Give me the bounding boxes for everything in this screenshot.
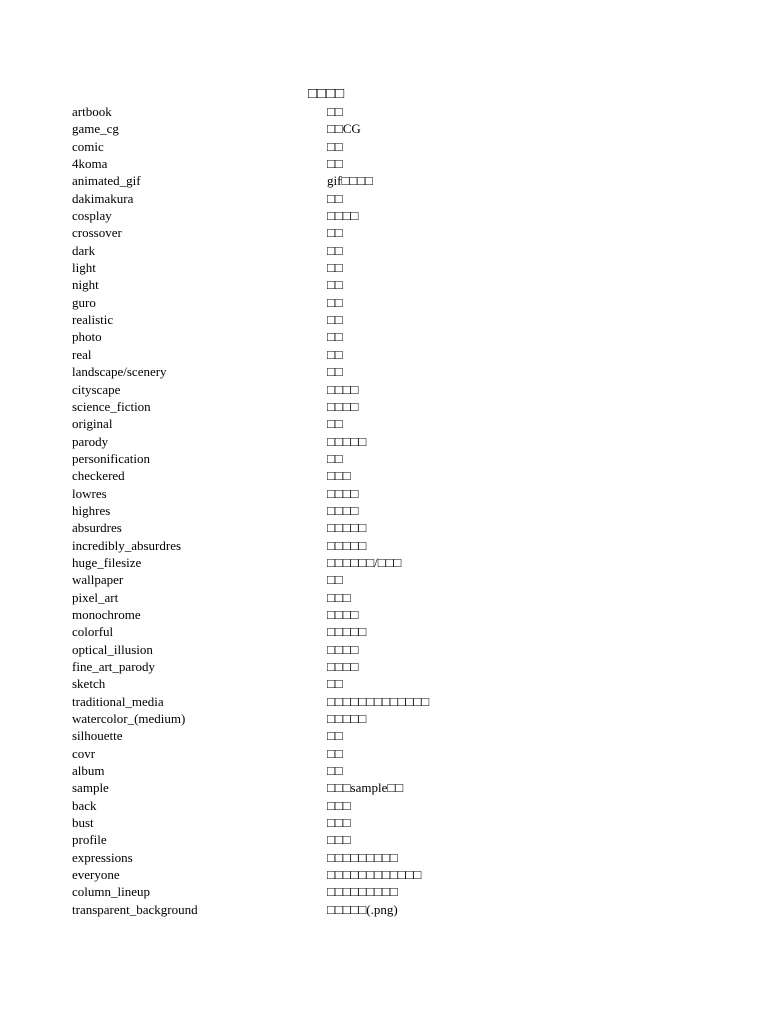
translation-cell: □□□□ bbox=[327, 641, 359, 657]
term-cell: comic bbox=[72, 138, 104, 154]
table-row bbox=[72, 589, 632, 606]
translation-cell: □□□ bbox=[327, 589, 351, 605]
translation-cell: □□ bbox=[327, 450, 343, 466]
term-cell: fine_art_parody bbox=[72, 659, 156, 674]
translation-cell: □□ bbox=[327, 277, 343, 293]
term-cell: 4koma bbox=[72, 156, 108, 172]
table-row bbox=[72, 259, 632, 276]
term-cell: column_lineup bbox=[72, 884, 150, 900]
term-cell: checkered bbox=[72, 468, 125, 484]
table-row bbox=[72, 242, 632, 259]
translation-cell: □□ bbox=[327, 329, 343, 345]
term-cell: photo bbox=[72, 329, 102, 345]
table-row bbox=[72, 190, 632, 207]
translation-cell: □□ bbox=[327, 242, 343, 258]
table-row bbox=[72, 120, 632, 137]
translation-cell: □□ bbox=[327, 364, 343, 380]
translation-cell: □□ bbox=[327, 104, 343, 119]
term-cell: silhouette bbox=[72, 728, 123, 744]
table-row bbox=[72, 675, 632, 692]
translation-cell: □□□□□ bbox=[327, 624, 367, 640]
translation-cell: □□ bbox=[327, 156, 343, 172]
term-cell: lowres bbox=[72, 485, 107, 501]
term-cell: monochrome bbox=[72, 606, 141, 622]
translation-cell: □□□□□□/□□□ bbox=[327, 554, 402, 570]
translation-cell: □□□ bbox=[327, 832, 351, 848]
table-row bbox=[72, 693, 632, 710]
table-row bbox=[72, 849, 632, 866]
term-table bbox=[72, 103, 632, 918]
translation-cell: □□ bbox=[327, 572, 343, 588]
translation-cell: □□ bbox=[327, 728, 343, 744]
translation-cell: □□□□□ bbox=[327, 711, 367, 727]
term-cell: wallpaper bbox=[72, 572, 124, 588]
table-row bbox=[72, 311, 632, 328]
table-row bbox=[72, 172, 632, 189]
translation-cell: □□CG bbox=[327, 121, 361, 137]
translation-cell: □□□ bbox=[327, 815, 351, 831]
translation-cell: □□□□□□□□□□□□□ bbox=[327, 693, 430, 709]
table-row bbox=[72, 363, 632, 380]
table-row bbox=[72, 710, 632, 727]
table-row bbox=[72, 207, 632, 224]
term-cell: crossover bbox=[72, 225, 122, 241]
term-cell: colorful bbox=[72, 624, 114, 640]
term-cell: optical_illusion bbox=[72, 641, 153, 657]
table-row bbox=[72, 224, 632, 241]
translation-cell: □□□□□□□□□ bbox=[327, 884, 398, 900]
translation-cell: □□□□□ bbox=[327, 433, 367, 449]
translation-cell: □□ bbox=[327, 260, 343, 276]
term-cell: everyone bbox=[72, 867, 120, 883]
translation-cell: □□□□ bbox=[327, 502, 359, 518]
term-cell: transparent_background bbox=[72, 901, 198, 917]
table-row bbox=[72, 883, 632, 900]
term-cell: pixel_art bbox=[72, 589, 119, 605]
translation-cell: □□ bbox=[327, 138, 343, 154]
table-row bbox=[72, 467, 632, 484]
table-row bbox=[72, 779, 632, 796]
table-row bbox=[72, 814, 632, 831]
term-cell: science_fiction bbox=[72, 398, 151, 414]
table-row bbox=[72, 606, 632, 623]
term-cell: cosplay bbox=[72, 208, 112, 224]
term-cell: light bbox=[72, 260, 96, 276]
table-row bbox=[72, 831, 632, 848]
term-cell: album bbox=[72, 763, 105, 779]
term-cell: parody bbox=[72, 433, 109, 449]
table-row bbox=[72, 433, 632, 450]
term-cell: realistic bbox=[72, 312, 114, 328]
translation-cell: □□ bbox=[327, 225, 343, 241]
table-row bbox=[72, 797, 632, 814]
translation-cell: □□ bbox=[327, 676, 343, 692]
translation-cell: □□□□ bbox=[327, 485, 359, 501]
table-row bbox=[72, 537, 632, 554]
translation-cell: □□ bbox=[327, 312, 343, 328]
term-cell: guro bbox=[72, 294, 96, 310]
table-row bbox=[72, 745, 632, 762]
table-row bbox=[72, 641, 632, 658]
term-cell: profile bbox=[72, 832, 107, 848]
table-row bbox=[72, 450, 632, 467]
translation-cell: □□□ bbox=[327, 797, 351, 813]
translation-cell: □□□□ bbox=[327, 381, 359, 397]
translation-cell: □□□□ bbox=[327, 606, 359, 622]
table-row bbox=[72, 328, 632, 345]
table-row bbox=[72, 762, 632, 779]
term-cell: huge_filesize bbox=[72, 554, 142, 570]
term-cell: dakimakura bbox=[72, 190, 134, 206]
term-cell: expressions bbox=[72, 849, 133, 865]
translation-cell: □□□□□ bbox=[327, 537, 367, 553]
translation-cell: □□□□□ bbox=[327, 520, 367, 536]
term-cell: sketch bbox=[72, 676, 106, 692]
table-row bbox=[72, 727, 632, 744]
table-row bbox=[72, 415, 632, 432]
translation-cell: □□□□□□□□□ bbox=[327, 849, 398, 865]
term-cell: incredibly_absurdres bbox=[72, 537, 182, 553]
term-cell: back bbox=[72, 797, 97, 813]
table-row bbox=[72, 294, 632, 311]
table-row bbox=[72, 276, 632, 293]
translation-cell: □□□□ bbox=[327, 659, 359, 674]
table-row bbox=[72, 658, 632, 675]
translation-cell: □□ bbox=[327, 294, 343, 310]
term-cell: game_cg bbox=[72, 121, 119, 137]
table-row bbox=[72, 138, 632, 155]
table-row bbox=[72, 346, 632, 363]
translation-cell: □□□□□□□□□□□□ bbox=[327, 867, 422, 883]
term-cell: artbook bbox=[72, 104, 112, 119]
term-cell: real bbox=[72, 346, 92, 362]
translation-cell: □□□ bbox=[327, 468, 351, 484]
translation-cell: □□ bbox=[327, 346, 343, 362]
term-cell: traditional_media bbox=[72, 693, 164, 709]
term-cell: sample bbox=[72, 780, 109, 796]
translation-cell: □□□□ bbox=[327, 398, 359, 414]
table-row bbox=[72, 554, 632, 571]
translation-cell: □□□□ bbox=[327, 208, 359, 224]
term-cell: animated_gif bbox=[72, 173, 141, 189]
table-row bbox=[72, 519, 632, 536]
table-row bbox=[72, 381, 632, 398]
translation-cell: gif□□□□ bbox=[327, 173, 373, 189]
term-cell: landscape/scenery bbox=[72, 364, 167, 380]
table-row bbox=[72, 901, 632, 918]
table-row bbox=[72, 155, 632, 172]
table-row bbox=[72, 103, 632, 120]
table-row bbox=[72, 623, 632, 640]
term-cell: covr bbox=[72, 745, 96, 761]
term-cell: original bbox=[72, 416, 113, 432]
term-cell: bust bbox=[72, 815, 94, 831]
translation-cell: □□ bbox=[327, 763, 343, 779]
term-cell: absurdres bbox=[72, 520, 122, 536]
term-cell: highres bbox=[72, 502, 111, 518]
term-cell: watercolor_(medium) bbox=[72, 711, 186, 727]
table-row bbox=[72, 398, 632, 415]
table-row bbox=[72, 571, 632, 588]
term-cell: personification bbox=[72, 450, 150, 466]
translation-cell: □□ bbox=[327, 745, 343, 761]
table-row bbox=[72, 485, 632, 502]
table-row bbox=[72, 502, 632, 519]
translation-cell: □□□sample□□ bbox=[327, 780, 404, 796]
term-cell: dark bbox=[72, 242, 96, 258]
term-cell: cityscape bbox=[72, 381, 121, 397]
translation-cell: □□ bbox=[327, 416, 343, 432]
table-row bbox=[72, 866, 632, 883]
document-heading: □□□□ bbox=[308, 86, 345, 102]
translation-cell: □□ bbox=[327, 190, 343, 206]
term-cell: night bbox=[72, 277, 99, 293]
translation-cell: □□□□□(.png) bbox=[327, 901, 398, 917]
